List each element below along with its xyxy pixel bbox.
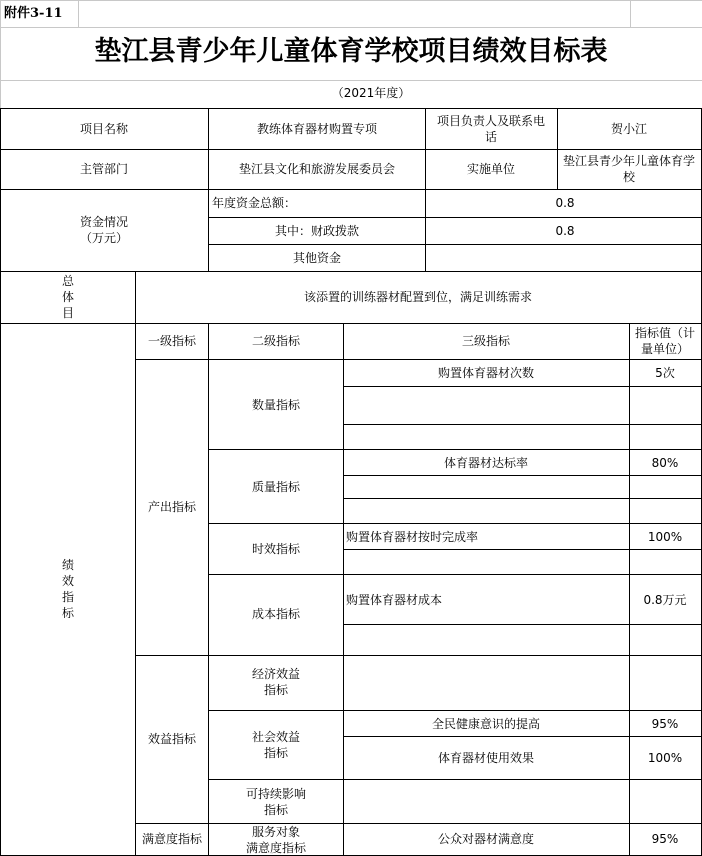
benefit-label: 效益指标: [147, 732, 197, 746]
page-title: 垫江县青少年儿童体育学校项目绩效目标表: [94, 36, 608, 67]
impl-label: 实施单位: [466, 162, 516, 176]
goal-label: 总 体 目: [61, 274, 75, 320]
sustain-label: 可持续影响 指标: [245, 787, 307, 817]
attachment-label: 附件3-11: [4, 6, 63, 21]
time-label: 时效指标: [251, 542, 301, 556]
quality-value: 80%: [651, 456, 679, 470]
time-item: 购置体育器材按时完成率: [346, 530, 479, 544]
project-contact-value: 贺小江: [610, 122, 648, 136]
quantity-label: 数量指标: [251, 398, 301, 412]
project-contact-label: 项目负责人及联系电话: [436, 114, 545, 144]
col-level2: 二级指标: [251, 334, 301, 348]
year-label: （2021年度）: [331, 86, 411, 100]
funds-fiscal-value: 0.8: [555, 224, 575, 238]
project-name-label: 项目名称: [79, 122, 129, 136]
social-item-2: 体育器材使用效果: [437, 751, 535, 765]
quality-item: 体育器材达标率: [443, 456, 529, 470]
project-name-value: 教练体育器材购置专项: [256, 122, 378, 136]
cost-item: 购置体育器材成本: [346, 593, 443, 607]
goal-text: 该添置的训练器材配置到位，满足训练需求: [303, 290, 533, 304]
service-value: 95%: [651, 832, 679, 846]
funds-label: 资金情况 （万元）: [79, 215, 129, 245]
funds-fiscal-label: 其中：财政拨款: [274, 224, 360, 238]
social-label: 社会效益 指标: [251, 730, 301, 760]
cost-value: 0.8万元: [643, 593, 687, 607]
dept-value: 垫江县文化和旅游发展委员会: [238, 162, 396, 176]
social-value-2: 100%: [647, 751, 683, 765]
time-value: 100%: [647, 530, 683, 544]
funds-total-label: 年度资金总额：: [212, 196, 297, 210]
col-level1: 一级指标: [147, 334, 197, 348]
col-value: 指标值（计量单位）: [634, 326, 695, 356]
output-label: 产出指标: [147, 500, 197, 514]
funds-total-value: 0.8: [555, 196, 575, 210]
indicators-section-label: 绩 效 指 标: [61, 558, 75, 620]
economic-label: 经济效益 指标: [251, 667, 301, 697]
quantity-value: 5次: [655, 366, 675, 380]
dept-label: 主管部门: [79, 162, 129, 176]
social-item-1: 全民健康意识的提高: [431, 717, 541, 731]
service-item: 公众对器材满意度: [437, 832, 535, 846]
cost-label: 成本指标: [251, 607, 301, 621]
funds-other-label: 其他资金: [292, 251, 342, 265]
quantity-item: 购置体育器材次数: [437, 366, 535, 380]
satisfaction-label: 满意度指标: [141, 832, 203, 846]
service-label: 服务对象 满意度指标: [245, 825, 307, 855]
impl-value: 垫江县青少年儿童体育学校: [562, 154, 695, 184]
quality-label: 质量指标: [251, 480, 301, 494]
col-level3: 三级指标: [461, 334, 511, 348]
social-value-1: 95%: [651, 717, 679, 731]
